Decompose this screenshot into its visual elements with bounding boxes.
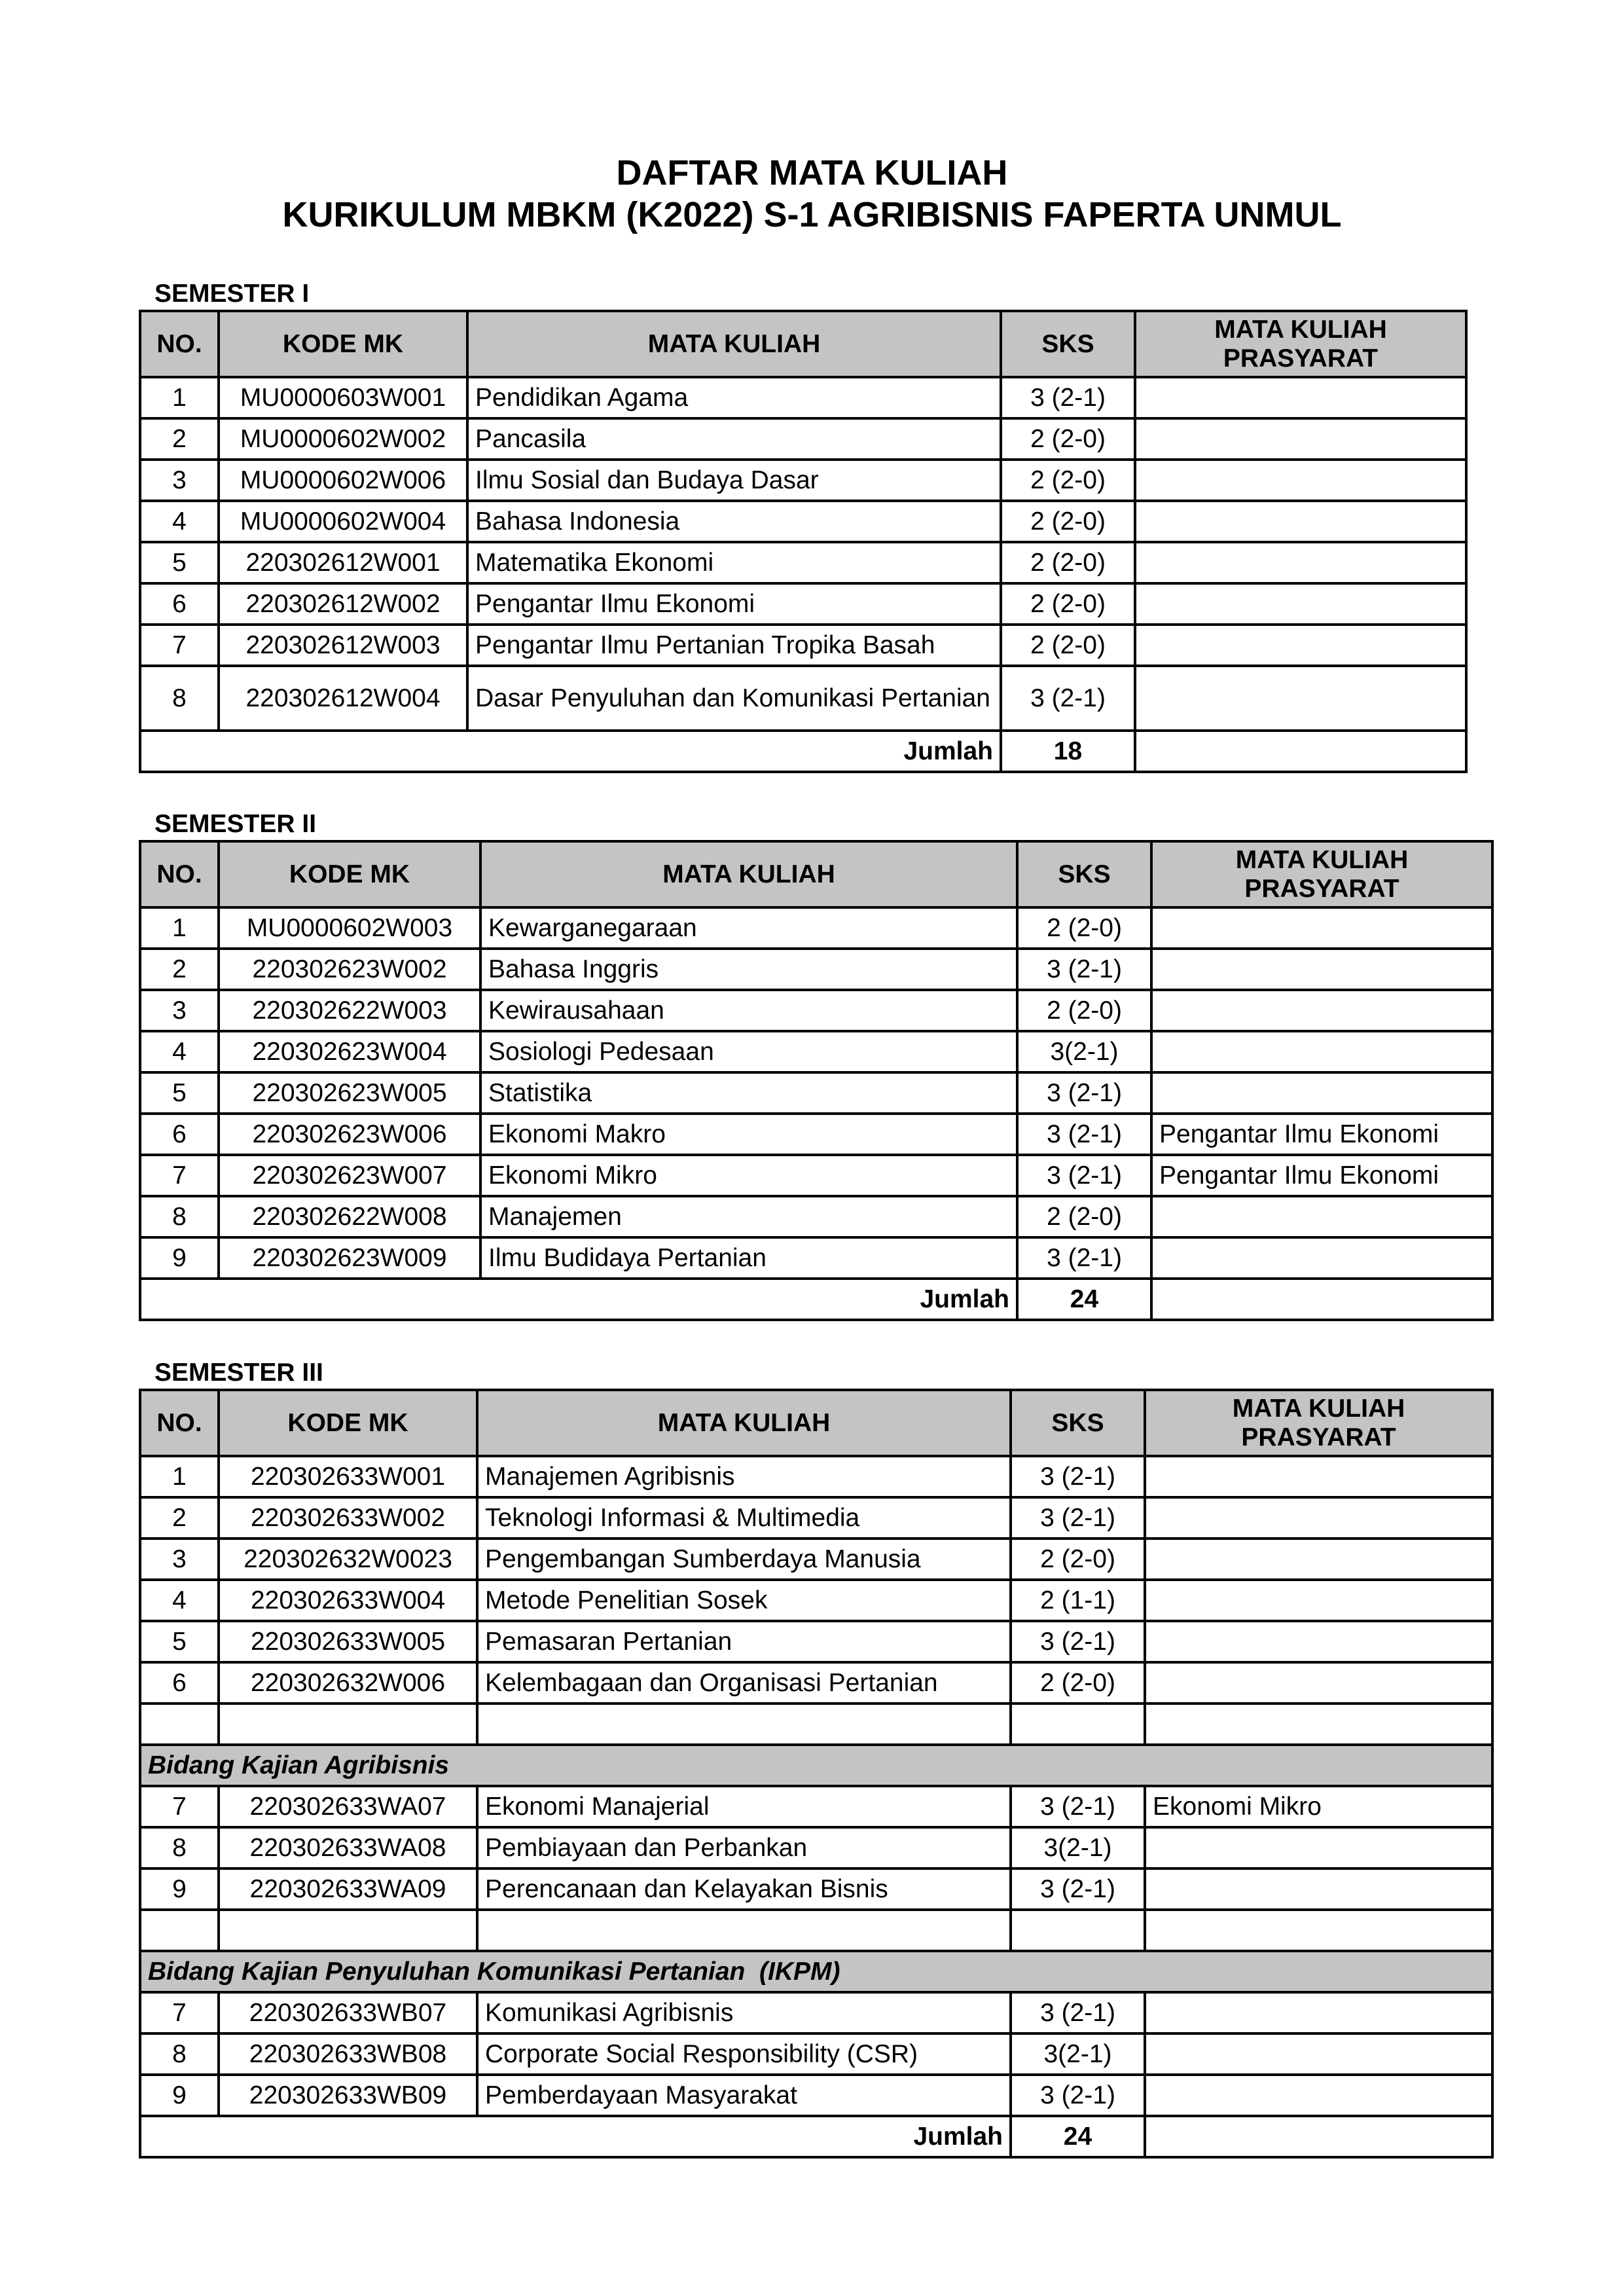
jumlah-value: 24 — [1011, 2116, 1145, 2157]
jumlah-label: Jumlah — [140, 1279, 1017, 1320]
cell-mata-kuliah: Pendidikan Agama — [467, 377, 1001, 418]
cell-prasyarat — [1145, 1456, 1492, 1497]
cell-prasyarat — [1151, 1237, 1492, 1279]
cell-prasyarat: Ekonomi Mikro — [1145, 1786, 1492, 1827]
header-mata-kuliah: MATA KULIAH — [480, 841, 1017, 907]
cell-no: 5 — [140, 1621, 219, 1662]
table-row — [140, 666, 1466, 731]
total-row — [140, 2116, 1492, 2157]
semester-3-label: SEMESTER III — [154, 1358, 323, 1387]
cell-prasyarat — [1135, 625, 1466, 666]
cell-mata-kuliah: Pemberdayaan Masyarakat — [477, 2075, 1011, 2116]
cell-no: 4 — [140, 1031, 219, 1072]
cell-prasyarat — [1135, 460, 1466, 501]
cell-mata-kuliah: Manajemen Agribisnis — [477, 1456, 1011, 1497]
table-row — [140, 1662, 1492, 1704]
table-row — [140, 418, 1466, 460]
cell-no: 2 — [140, 418, 219, 460]
section-header-row — [140, 1745, 1492, 1786]
cell-kode: 220302612W003 — [219, 625, 467, 666]
cell-no: 7 — [140, 1155, 219, 1196]
cell-no: 4 — [140, 501, 219, 542]
table-row — [140, 2033, 1492, 2075]
cell-kode: 220302623W007 — [219, 1155, 480, 1196]
cell-no: 7 — [140, 1786, 219, 1827]
cell-no: 4 — [140, 1580, 219, 1621]
cell-sks: 2 (2-0) — [1017, 907, 1151, 949]
cell-mata-kuliah: Bahasa Inggris — [480, 949, 1017, 990]
cell-sks: 2 (2-0) — [1011, 1662, 1145, 1704]
table-row — [140, 1497, 1492, 1539]
header-mata-kuliah: MATA KULIAH — [467, 311, 1001, 377]
cell-kode: 220302612W002 — [219, 583, 467, 625]
cell-sks: 3 (2-1) — [1001, 377, 1135, 418]
table-row — [140, 907, 1492, 949]
cell-prasyarat — [1151, 1279, 1492, 1320]
table-row — [140, 1114, 1492, 1155]
cell-kode: 220302633WB09 — [219, 2075, 477, 2116]
cell-prasyarat — [1151, 907, 1492, 949]
cell-sks — [1011, 1704, 1145, 1745]
cell-sks: 3 (2-1) — [1011, 1868, 1145, 1910]
cell-no: 5 — [140, 542, 219, 583]
cell-prasyarat — [1151, 1031, 1492, 1072]
cell-sks: 2 (2-0) — [1001, 418, 1135, 460]
cell-prasyarat — [1135, 542, 1466, 583]
header-kode-mk: KODE MK — [219, 841, 480, 907]
cell-sks: 2 (2-0) — [1001, 542, 1135, 583]
cell-kode — [219, 1910, 477, 1951]
cell-mata-kuliah: Ekonomi Manajerial — [477, 1786, 1011, 1827]
cell-no: 9 — [140, 2075, 219, 2116]
cell-sks: 3(2-1) — [1011, 1827, 1145, 1868]
cell-sks: 2 (2-0) — [1001, 583, 1135, 625]
table-row — [140, 1031, 1492, 1072]
table-row — [140, 1621, 1492, 1662]
cell-sks: 3 (2-1) — [1017, 1114, 1151, 1155]
cell-sks: 3 (2-1) — [1011, 1497, 1145, 1539]
cell-kode: 220302633W002 — [219, 1497, 477, 1539]
cell-prasyarat — [1135, 418, 1466, 460]
cell-prasyarat — [1145, 1827, 1492, 1868]
cell-no: 6 — [140, 1114, 219, 1155]
table-row — [140, 1196, 1492, 1237]
cell-no: 7 — [140, 1992, 219, 2033]
cell-sks: 2 (2-0) — [1001, 501, 1135, 542]
cell-no: 1 — [140, 907, 219, 949]
cell-kode: MU0000603W001 — [219, 377, 467, 418]
cell-mata-kuliah: Pancasila — [467, 418, 1001, 460]
cell-prasyarat: Pengantar Ilmu Ekonomi — [1151, 1155, 1492, 1196]
cell-kode: 220302632W006 — [219, 1662, 477, 1704]
table-row — [140, 1072, 1492, 1114]
section-label-agribisnis: Bidang Kajian Agribisnis — [140, 1745, 1492, 1786]
header-prasyarat: MATA KULIAH PRASYARAT — [1151, 841, 1492, 907]
table-row — [140, 949, 1492, 990]
cell-sks: 2 (1-1) — [1011, 1580, 1145, 1621]
cell-mata-kuliah: Manajemen — [480, 1196, 1017, 1237]
table-row — [140, 501, 1466, 542]
cell-kode: 220302623W006 — [219, 1114, 480, 1155]
cell-prasyarat — [1145, 1497, 1492, 1539]
cell-kode: 220302623W005 — [219, 1072, 480, 1114]
table-row — [140, 1868, 1492, 1910]
jumlah-label: Jumlah — [140, 731, 1001, 772]
cell-prasyarat — [1135, 377, 1466, 418]
table-row — [140, 1539, 1492, 1580]
total-row — [140, 1279, 1492, 1320]
table-row — [140, 1827, 1492, 1868]
cell-no: 8 — [140, 1827, 219, 1868]
section-header-row — [140, 1951, 1492, 1992]
table-row — [140, 542, 1466, 583]
table-row — [140, 1237, 1492, 1279]
cell-no: 8 — [140, 2033, 219, 2075]
semester-3-table — [139, 1389, 1494, 2159]
table-row — [140, 1580, 1492, 1621]
cell-kode: MU0000602W003 — [219, 907, 480, 949]
cell-no: 8 — [140, 666, 219, 731]
jumlah-label: Jumlah — [140, 2116, 1011, 2157]
cell-prasyarat — [1151, 949, 1492, 990]
table-header-row — [140, 311, 1466, 377]
cell-mata-kuliah — [477, 1704, 1011, 1745]
cell-no: 7 — [140, 625, 219, 666]
cell-kode: 220302633WB07 — [219, 1992, 477, 2033]
cell-prasyarat — [1145, 1704, 1492, 1745]
header-sks: SKS — [1011, 1390, 1145, 1456]
cell-sks: 3 (2-1) — [1017, 1072, 1151, 1114]
cell-sks: 3 (2-1) — [1011, 1786, 1145, 1827]
cell-prasyarat — [1145, 1910, 1492, 1951]
header-kode-mk: KODE MK — [219, 1390, 477, 1456]
cell-prasyarat — [1145, 1621, 1492, 1662]
cell-no: 2 — [140, 949, 219, 990]
cell-no: 9 — [140, 1237, 219, 1279]
cell-prasyarat — [1145, 1662, 1492, 1704]
cell-mata-kuliah: Teknologi Informasi & Multimedia — [477, 1497, 1011, 1539]
cell-mata-kuliah: Ekonomi Mikro — [480, 1155, 1017, 1196]
cell-sks: 3 (2-1) — [1017, 1237, 1151, 1279]
cell-prasyarat — [1135, 666, 1466, 731]
table-header-row — [140, 841, 1492, 907]
cell-prasyarat: Pengantar Ilmu Ekonomi — [1151, 1114, 1492, 1155]
table-row — [140, 625, 1466, 666]
cell-kode: 220302622W008 — [219, 1196, 480, 1237]
cell-prasyarat — [1135, 501, 1466, 542]
cell-no — [140, 1704, 219, 1745]
header-prasyarat: MATA KULIAH PRASYARAT — [1145, 1390, 1492, 1456]
cell-mata-kuliah: Pengantar Ilmu Pertanian Tropika Basah — [467, 625, 1001, 666]
cell-no: 6 — [140, 583, 219, 625]
cell-mata-kuliah: Pembiayaan dan Perbankan — [477, 1827, 1011, 1868]
cell-kode — [219, 1704, 477, 1745]
cell-kode: MU0000602W006 — [219, 460, 467, 501]
cell-mata-kuliah: Perencanaan dan Kelayakan Bisnis — [477, 1868, 1011, 1910]
cell-kode: 220302612W001 — [219, 542, 467, 583]
cell-mata-kuliah — [477, 1910, 1011, 1951]
empty-row — [140, 1704, 1492, 1745]
cell-no: 3 — [140, 460, 219, 501]
header-no: NO. — [140, 841, 219, 907]
cell-no: 6 — [140, 1662, 219, 1704]
cell-sks: 2 (2-0) — [1001, 625, 1135, 666]
semester-2-label: SEMESTER II — [154, 810, 317, 838]
title-line-2: KURIKULUM MBKM (K2022) S-1 AGRIBISNIS FAPERTA UNMUL — [282, 195, 1342, 234]
cell-prasyarat — [1145, 2033, 1492, 2075]
cell-kode: 220302633WA09 — [219, 1868, 477, 1910]
header-mata-kuliah: MATA KULIAH — [477, 1390, 1011, 1456]
section-label-ikpm: Bidang Kajian Penyuluhan Komunikasi Pertanian (IKPM) — [140, 1951, 1492, 1992]
table-row — [140, 1155, 1492, 1196]
cell-sks: 2 (2-0) — [1017, 990, 1151, 1031]
cell-kode: 220302633WA07 — [219, 1786, 477, 1827]
cell-mata-kuliah: Corporate Social Responsibility (CSR) — [477, 2033, 1011, 2075]
cell-no: 8 — [140, 1196, 219, 1237]
empty-row — [140, 1910, 1492, 1951]
cell-no: 5 — [140, 1072, 219, 1114]
header-prasyarat: MATA KULIAH PRASYARAT — [1135, 311, 1466, 377]
cell-mata-kuliah: Komunikasi Agribisnis — [477, 1992, 1011, 2033]
cell-kode: 220302633W001 — [219, 1456, 477, 1497]
cell-no — [140, 1910, 219, 1951]
cell-kode: 220302632W0023 — [219, 1539, 477, 1580]
cell-prasyarat — [1145, 1992, 1492, 2033]
cell-no: 1 — [140, 377, 219, 418]
cell-prasyarat — [1151, 1072, 1492, 1114]
table-row — [140, 583, 1466, 625]
cell-kode: 220302623W004 — [219, 1031, 480, 1072]
cell-no: 3 — [140, 1539, 219, 1580]
cell-kode: MU0000602W004 — [219, 501, 467, 542]
cell-mata-kuliah: Kewirausahaan — [480, 990, 1017, 1031]
title-line-1: DAFTAR MATA KULIAH — [616, 153, 1008, 192]
cell-no: 3 — [140, 990, 219, 1031]
cell-prasyarat — [1145, 1580, 1492, 1621]
header-no: NO. — [140, 311, 219, 377]
cell-mata-kuliah: Pengantar Ilmu Ekonomi — [467, 583, 1001, 625]
cell-kode: 220302623W002 — [219, 949, 480, 990]
header-no: NO. — [140, 1390, 219, 1456]
jumlah-value: 18 — [1001, 731, 1135, 772]
cell-prasyarat — [1135, 583, 1466, 625]
cell-kode: 220302612W004 — [219, 666, 467, 731]
cell-mata-kuliah: Ilmu Sosial dan Budaya Dasar — [467, 460, 1001, 501]
cell-sks: 3 (2-1) — [1011, 1456, 1145, 1497]
document-title — [0, 152, 1624, 236]
cell-sks: 3 (2-1) — [1011, 1621, 1145, 1662]
cell-mata-kuliah: Bahasa Indonesia — [467, 501, 1001, 542]
cell-kode: 220302622W003 — [219, 990, 480, 1031]
table-row — [140, 990, 1492, 1031]
total-row — [140, 731, 1466, 772]
cell-prasyarat — [1145, 2116, 1492, 2157]
cell-kode: 220302633W005 — [219, 1621, 477, 1662]
cell-prasyarat — [1145, 1868, 1492, 1910]
cell-sks: 2 (2-0) — [1011, 1539, 1145, 1580]
cell-sks: 2 (2-0) — [1017, 1196, 1151, 1237]
cell-prasyarat — [1151, 1196, 1492, 1237]
jumlah-value: 24 — [1017, 1279, 1151, 1320]
cell-prasyarat — [1135, 731, 1466, 772]
header-kode-mk: KODE MK — [219, 311, 467, 377]
cell-sks: 3(2-1) — [1017, 1031, 1151, 1072]
cell-prasyarat — [1151, 990, 1492, 1031]
semester-1-label: SEMESTER I — [154, 280, 310, 308]
cell-kode: MU0000602W002 — [219, 418, 467, 460]
cell-mata-kuliah: Sosiologi Pedesaan — [480, 1031, 1017, 1072]
table-header-row — [140, 1390, 1492, 1456]
table-row — [140, 460, 1466, 501]
cell-mata-kuliah: Pemasaran Pertanian — [477, 1621, 1011, 1662]
cell-sks: 3(2-1) — [1011, 2033, 1145, 2075]
cell-kode: 220302623W009 — [219, 1237, 480, 1279]
cell-prasyarat — [1145, 2075, 1492, 2116]
cell-sks: 3 (2-1) — [1017, 949, 1151, 990]
table-row — [140, 1786, 1492, 1827]
table-row — [140, 377, 1466, 418]
cell-no: 1 — [140, 1456, 219, 1497]
cell-mata-kuliah: Metode Penelitian Sosek — [477, 1580, 1011, 1621]
cell-mata-kuliah: Kelembagaan dan Organisasi Pertanian — [477, 1662, 1011, 1704]
cell-kode: 220302633WA08 — [219, 1827, 477, 1868]
table-row — [140, 1456, 1492, 1497]
cell-mata-kuliah: Ekonomi Makro — [480, 1114, 1017, 1155]
table-row — [140, 2075, 1492, 2116]
semester-2-table — [139, 840, 1494, 1321]
cell-prasyarat — [1145, 1539, 1492, 1580]
cell-no: 2 — [140, 1497, 219, 1539]
header-sks: SKS — [1017, 841, 1151, 907]
cell-mata-kuliah: Dasar Penyuluhan dan Komunikasi Pertanian — [467, 666, 1001, 731]
cell-kode: 220302633W004 — [219, 1580, 477, 1621]
header-sks: SKS — [1001, 311, 1135, 377]
cell-sks: 3 (2-1) — [1001, 666, 1135, 731]
cell-sks: 3 (2-1) — [1017, 1155, 1151, 1196]
cell-mata-kuliah: Kewarganegaraan — [480, 907, 1017, 949]
cell-sks — [1011, 1910, 1145, 1951]
semester-1-table — [139, 310, 1468, 773]
cell-mata-kuliah: Statistika — [480, 1072, 1017, 1114]
cell-mata-kuliah: Matematika Ekonomi — [467, 542, 1001, 583]
cell-kode: 220302633WB08 — [219, 2033, 477, 2075]
cell-mata-kuliah: Ilmu Budidaya Pertanian — [480, 1237, 1017, 1279]
cell-mata-kuliah: Pengembangan Sumberdaya Manusia — [477, 1539, 1011, 1580]
table-row — [140, 1992, 1492, 2033]
cell-sks: 3 (2-1) — [1011, 1992, 1145, 2033]
cell-no: 9 — [140, 1868, 219, 1910]
cell-sks: 3 (2-1) — [1011, 2075, 1145, 2116]
cell-sks: 2 (2-0) — [1001, 460, 1135, 501]
